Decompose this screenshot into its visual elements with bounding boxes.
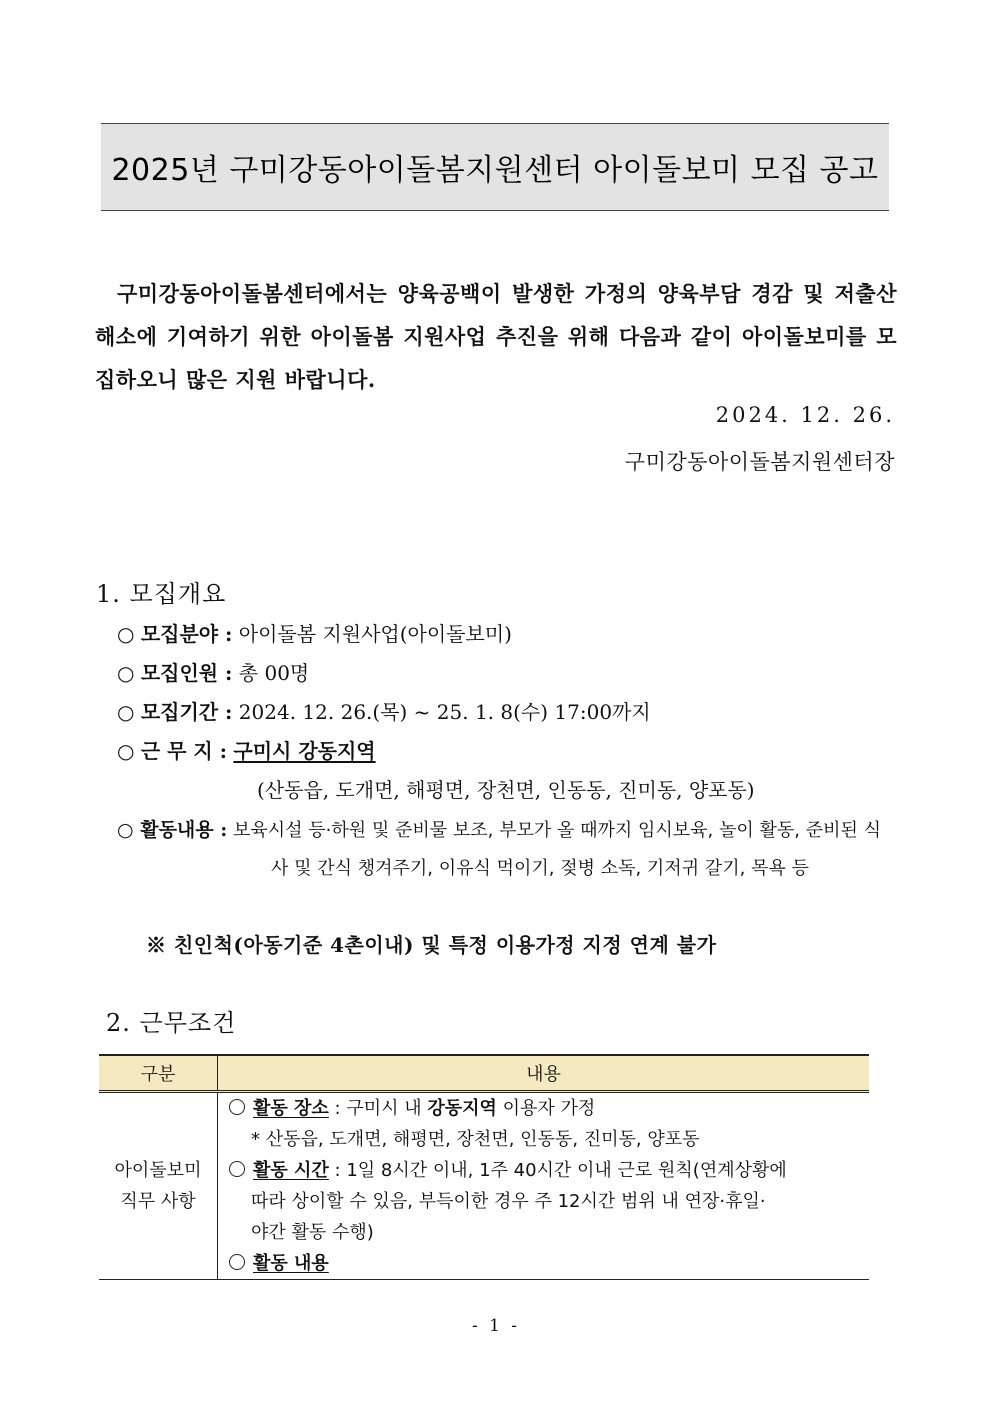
recruit-field-value: 아이돌봄 지원사업(아이돌보미) xyxy=(232,622,512,646)
bullet-icon: ○ xyxy=(117,819,134,841)
recruit-count-value: 총 00명 xyxy=(232,661,310,685)
recruit-field-row xyxy=(117,618,512,647)
work-conditions-table xyxy=(99,1054,869,1280)
time-line-3: 야간 활동 수행) xyxy=(251,1222,374,1243)
intro-paragraph xyxy=(95,272,897,401)
section2-title: 2. 근무조건 xyxy=(106,1009,237,1037)
bullet-icon: ○ xyxy=(117,739,135,763)
circle-bullet-icon xyxy=(229,1254,245,1270)
activity-value: 보육시설 등·하원 및 준비물 보조, 부모가 올 때까지 임시보육, 놀이 활동, 준비된 식사 및 간식 챙겨주기, 이유식 먹이기, 젖병 소독, 기저귀 갈기, 목욕 등 xyxy=(233,820,881,879)
workplace-row xyxy=(117,735,376,764)
time-line-2: 따라 상이할 수 있음, 부득이한 경우 주 12시간 범위 내 연장·휴일· xyxy=(251,1191,766,1212)
circle-bullet-icon xyxy=(229,1161,245,1177)
workplace-areas: (산동읍, 도개면, 해평면, 장천면, 인동동, 진미동, 양포동) xyxy=(257,778,755,802)
section1-title: 1. 모집개요 xyxy=(96,580,227,608)
bullet-icon: ○ xyxy=(117,622,135,646)
time-line: 활동 시간 : 1일 8시간 이내, 1주 40시간 이내 근로 원칙(연계상황에 xyxy=(229,1155,861,1186)
activity-row xyxy=(117,811,897,888)
place-sub-line: * 산동읍, 도개면, 해평면, 장천면, 인동동, 진미동, 양포동 xyxy=(251,1129,700,1150)
content-line: 활동 내용 xyxy=(229,1248,861,1279)
row-label: 아이돌보미 직무 사항 xyxy=(99,1092,218,1280)
recruit-field-label: 모집분야 : xyxy=(140,622,233,646)
table-header-category: 구분 xyxy=(99,1055,218,1092)
announcement-date: 2024. 12. 26. xyxy=(715,403,895,427)
bullet-icon: ○ xyxy=(117,700,135,724)
circle-bullet-icon xyxy=(229,1099,245,1115)
place-line: 활동 장소 : 구미시 내 강동지역 이용자 가정 xyxy=(229,1093,861,1124)
signer: 구미강동아이돌봄지원센터장 xyxy=(624,450,895,474)
intro-text: 구미강동아이돌봄센터에서는 양육공백이 발생한 가정의 양육부담 경감 및 저출산 해소에 기여하기 위한 아이돌봄 지원사업 추진을 위해 다음과 같이 아이돌보미를 모집하오니 많은 지원 바랍니다. xyxy=(95,281,897,392)
activity-label: ○ 활동내용 : xyxy=(117,819,228,841)
page-title: 2025년 구미강동아이돌봄지원센터 아이돌보미 모집 공고 xyxy=(101,123,889,211)
recruit-period-label: 모집기간 : xyxy=(140,700,233,724)
recruit-period-row xyxy=(117,696,651,725)
page-number: - 1 - xyxy=(471,1316,521,1336)
table-row xyxy=(99,1092,869,1280)
bullet-icon: ○ xyxy=(117,661,135,685)
workplace-label: 근 무 지 : xyxy=(140,739,228,763)
workplace-value: 구미시 강동지역 xyxy=(233,739,376,763)
recruit-count-row xyxy=(117,657,309,686)
table-header-content: 내용 xyxy=(218,1055,870,1092)
row-content xyxy=(218,1092,870,1280)
recruit-period-value: 2024. 12. 26.(목) ~ 25. 1. 8(수) 17:00까지 xyxy=(232,700,651,724)
relative-notice: ※ 친인척(아동기준 4촌이내) 및 특정 이용가정 지정 연계 불가 xyxy=(146,933,717,957)
recruit-count-label: 모집인원 : xyxy=(140,661,233,685)
